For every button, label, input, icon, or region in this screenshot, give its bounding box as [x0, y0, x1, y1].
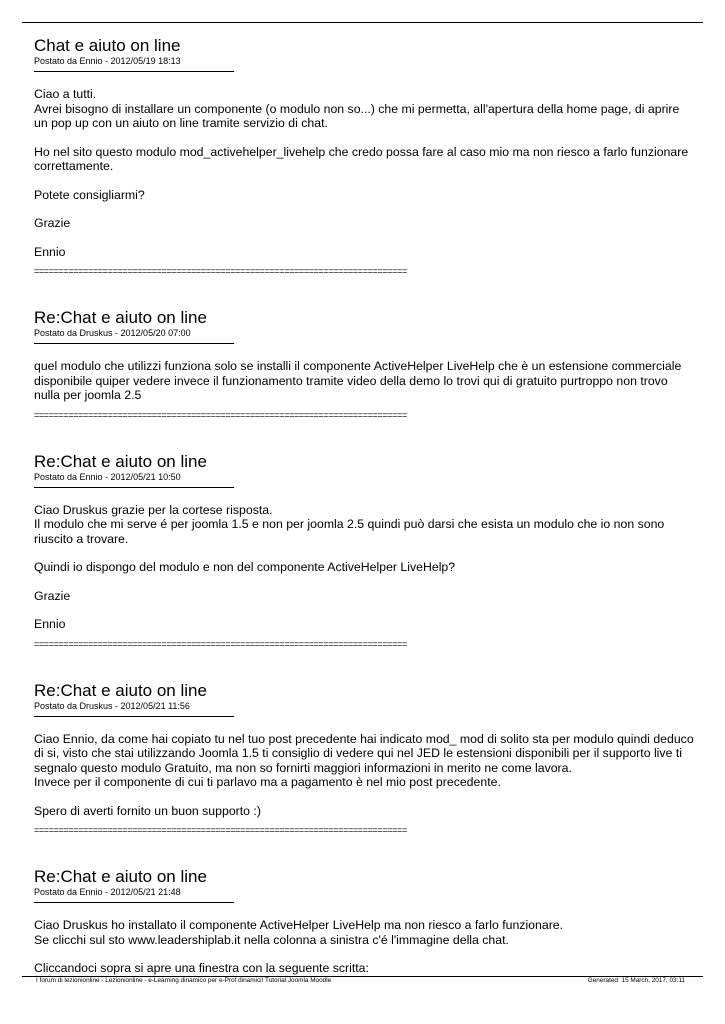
post-paragraph: Ciao Druskus grazie per la cortese risposta. Il modulo che mi serve é per joomla 1.5 e non per joomla 2.5 quindi può darsi che esista un modulo che io non sono riuscito a trovare.: [34, 502, 665, 546]
post-paragraph: Ciao Ennio, da come hai copiato tu nel tuo post precedente hai indicato mod_ mod di solito sta per modulo quindi deduco di si, visto che stai utilizzando Joomla 1.5 ti consiglio di vedere qui nel JED le estensioni disponibili per il supporto live ti segnalo questo modulo Gratuito, ma non so fornirti maggiori informazioni in merito ne come lavora. Invece per il componente di cui ti parlavo ma a pagamento è nel mio post precedente.: [34, 731, 694, 789]
post-meta: Postato da Ennio - 2012/05/19 18:13: [34, 56, 181, 66]
forum-post: [34, 867, 694, 976]
post-meta-underline: [34, 902, 234, 903]
post-paragraph: Ennio: [34, 244, 66, 259]
post-body: [34, 918, 694, 976]
post-separator: ============================================================================: [34, 825, 407, 835]
post-paragraph: Ciao Druskus ho installato il componente ActiveHelper LiveHelp ma non riesco a farlo funzionare. Se clicchi sul sto www.leadershiplab.it nella colonna a sinistra c'é l'immagine della chat.: [34, 918, 564, 947]
post-paragraph: Grazie: [34, 588, 71, 603]
post-title: Re:Chat e aiuto on line: [34, 308, 207, 327]
post-title: Re:Chat e aiuto on line: [34, 867, 207, 886]
post-title: Chat e aiuto on line: [34, 36, 181, 55]
post-body: [34, 732, 694, 819]
post-body: [34, 87, 694, 259]
forum-post: [34, 308, 694, 420]
forum-post: [34, 36, 694, 276]
post-separator: ============================================================================: [34, 409, 407, 420]
post-meta-underline: [34, 716, 234, 717]
post-meta-underline: [34, 487, 234, 488]
post-paragraph: quel modulo che utilizzi funziona solo se installi il componente ActiveHelper LiveHelp che è un estensione commerciale disponibile quiper vedere invece il funzionamento tramite video della demo lo trovi qui di gratuito purtroppo non trovo nulla per joomla 2.5: [34, 359, 682, 402]
post-meta: Postato da Ennio - 2012/05/21 10:50: [34, 471, 181, 482]
post-separator: ============================================================================: [34, 638, 407, 649]
footer-source: I forum di lezionionline - Lezionionline - e-Learning dinamico per e-Prof dinamici! Tutorial Joomla Moodle: [36, 977, 332, 984]
post-separator: ============================================================================: [34, 266, 407, 276]
post-meta: Postato da Druskus - 2012/05/20 07:00: [34, 328, 191, 338]
forum-post: [34, 681, 694, 836]
forum-post: [34, 452, 694, 649]
post-title: Re:Chat e aiuto on line: [34, 451, 207, 471]
post-paragraph: Ciao a tutti. Avrei bisogno di installare un componente (o modulo non so...) che mi permetta, all'apertura della home page, di aprire un pop up con un aiuto on line tramite servizio di chat.: [34, 87, 680, 130]
forum-thread: [34, 36, 694, 990]
post-title: Re:Chat e aiuto on line: [34, 680, 207, 700]
post-paragraph: Ho nel sito questo modulo mod_activehelper_livehelp che credo possa fare al caso mio ma non riesco a farlo funzionare correttamente.: [34, 144, 689, 173]
post-meta: Postato da Ennio - 2012/05/21 21:48: [34, 887, 181, 897]
post-paragraph: Spero di averti fornito un buon supporto :): [34, 803, 261, 818]
post-paragraph: Quindi io dispongo del modulo e non del componente ActiveHelper LiveHelp?: [34, 560, 456, 574]
post-meta-underline: [34, 71, 234, 72]
post-paragraph: Cliccandoci sopra si apre una finestra con la seguente scritta:: [34, 961, 369, 975]
post-meta: Postato da Druskus - 2012/05/21 11:56: [34, 700, 190, 711]
post-meta-underline: [34, 343, 234, 344]
top-rule: [22, 22, 703, 23]
footer-generated: Generated: 15 March, 2017, 03:11: [587, 977, 685, 984]
post-body: [34, 359, 694, 403]
post-paragraph: Ennio: [34, 617, 66, 631]
post-paragraph: Potete consigliarmi?: [34, 187, 145, 202]
post-paragraph: Grazie: [34, 216, 71, 230]
post-body: [34, 503, 694, 632]
